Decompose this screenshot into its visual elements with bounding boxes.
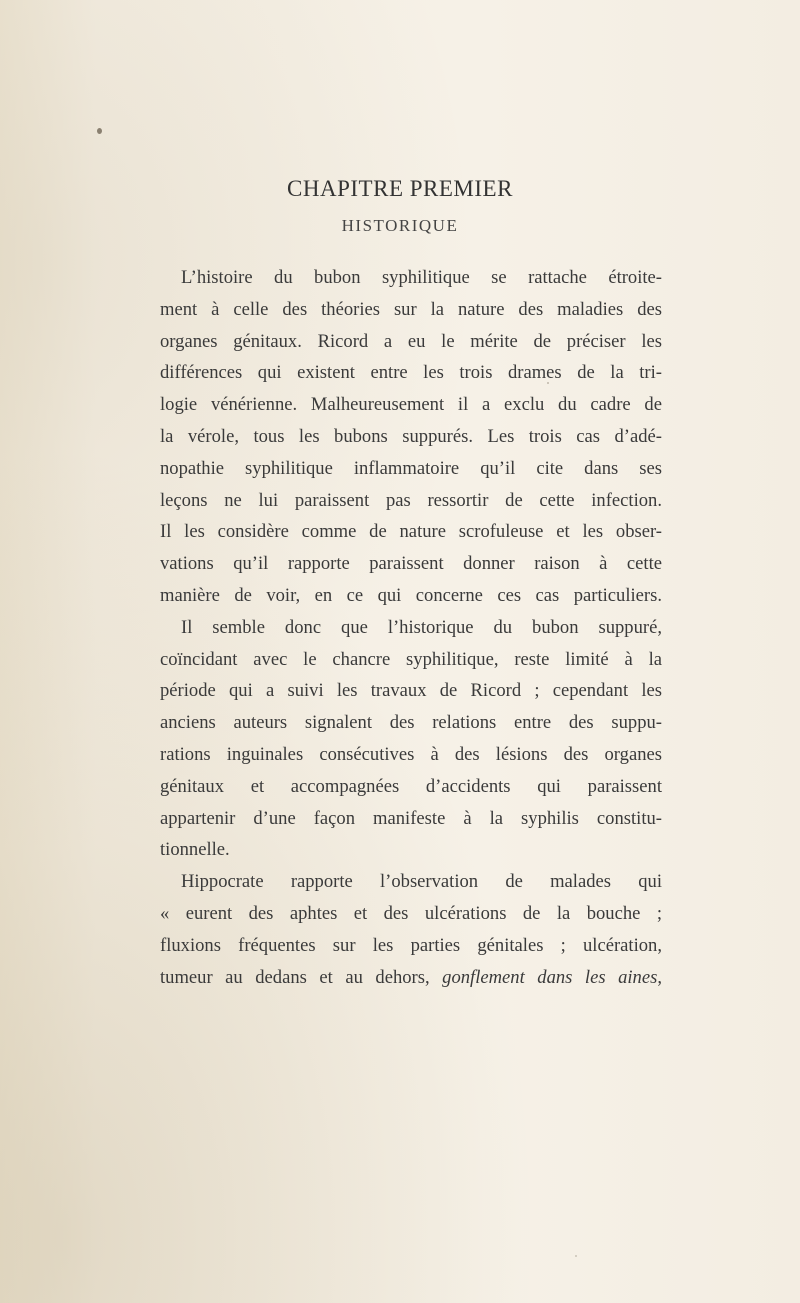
text-line: vations qu’il rapporte paraissent donner raison à cette xyxy=(160,553,662,575)
text-line: ment à celle des théories sur la nature des maladies des xyxy=(160,298,662,320)
section-title: HISTORIQUE xyxy=(341,216,459,235)
text-line: tionnelle. xyxy=(160,839,230,861)
text-line: Il semble donc que l’historique du bubon suppuré, xyxy=(181,616,662,638)
text-line-final xyxy=(160,962,662,994)
text-line: coïncidant avec le chancre syphilitique, reste limité à la xyxy=(160,648,662,670)
text-line: anciens auteurs signalent des relations entre des suppu- xyxy=(160,712,662,734)
text-line: manière de voir, en ce qui concerne ces cas particuliers. xyxy=(160,584,662,606)
text-line: période qui a suivi les travaux de Ricord ; cependant les xyxy=(160,680,662,702)
text-line: leçons ne lui paraissent pas ressortir de cette infection. xyxy=(160,489,662,511)
text-span: tumeur au dedans et au dehors, xyxy=(160,966,443,988)
text-line: la vérole, tous les bubons suppurés. Les trois cas d’adé- xyxy=(160,425,662,447)
chapter-title: CHAPITRE PREMIER xyxy=(287,176,513,201)
text-line: L’histoire du bubon syphilitique se rattache étroite- xyxy=(181,267,662,288)
text-line: organes génitaux. Ricord a eu le mérite de préciser les xyxy=(160,330,662,352)
text-line: différences qui existent entre les trois drames de la tri- xyxy=(160,362,662,384)
text-line: logie vénérienne. Malheureusement il a exclu du cadre de xyxy=(160,394,662,416)
text-line: génitaux et accompagnées d’accidents qui paraissent xyxy=(160,775,662,797)
text-line: Il les considère comme de nature scrofuleuse et les obser- xyxy=(160,521,662,543)
text-line: « eurent des aphtes et des ulcérations de la bouche ; xyxy=(160,902,662,924)
body-text xyxy=(160,262,662,993)
text-span: , xyxy=(657,966,662,988)
ink-speck xyxy=(575,1255,577,1257)
italic-phrase: gonflement dans les aines xyxy=(442,966,658,988)
text-line: fluxions fréquentes sur les parties génitales ; ulcération, xyxy=(160,934,662,956)
ink-speck xyxy=(97,128,102,134)
text-line: appartenir d’une façon manifeste à la syphilis constitu- xyxy=(160,807,662,829)
text-line: Hippocrate rapporte l’observation de malades qui xyxy=(181,871,662,893)
text-line: rations inguinales consécutives à des lésions des organes xyxy=(160,743,662,765)
text-line: nopathie syphilitique inflammatoire qu’il cite dans ses xyxy=(160,457,662,479)
